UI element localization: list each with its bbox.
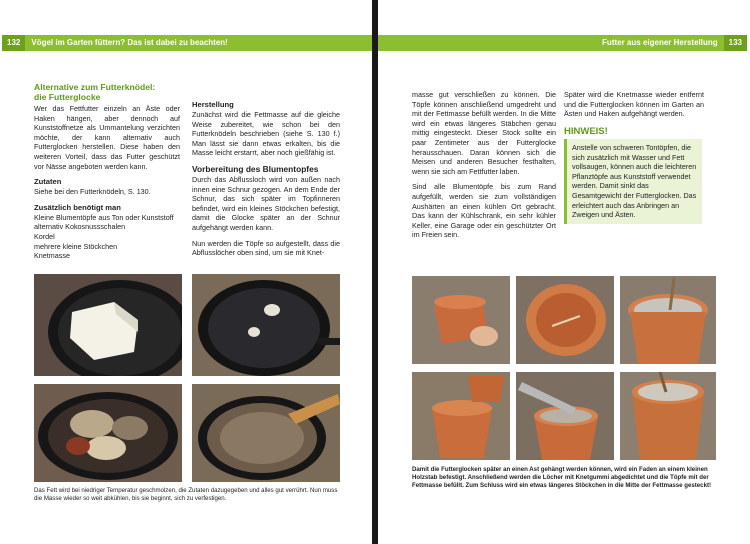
hint-box — [564, 126, 702, 224]
photo-pot-filled-stick — [620, 276, 716, 364]
cooling-paragraph: Sind alle Blumentöpfe bis zum Rand aufgefüllt, werden sie zum vollständigen Aushärten an einen kühlen Ort gebracht. Das kann der Kühlschrank, ein sehr kühler Keller, eine Garage oder ein geschützter Ort im Freien sein. — [412, 182, 556, 240]
photo-pot-inside — [516, 276, 614, 364]
right-page-number: 133 — [724, 35, 747, 51]
left-column-1 — [34, 82, 180, 261]
left-page — [0, 0, 372, 544]
right-column-1 — [412, 90, 556, 246]
photo-stirring — [192, 384, 340, 482]
left-page-number: 132 — [2, 35, 25, 51]
fill-pots-paragraph: masse gut verschließen zu können. Die Töpfe können anschließend umgedreht und mit der Fettmasse befüllt werden. In die Mitte wird ein etwas längeres Stäbchen genau mittig eingesteckt. Dieser Stock sollte ein paar Zentimeter aus der Futterglocke herausschauen. Daran können sich die Meisen und anderen Besucher festhalten, wenn sie sich am Fettfutter laben. — [412, 90, 556, 176]
photo-fat-in-pan — [34, 274, 182, 376]
left-running-header — [2, 35, 372, 51]
herstellung-text: Zunächst wird die Fettmasse auf die gleiche Weise zubereitet, wie schon bei den Futterknödeln beschrieben (siehe S. 130 f.) Man lässt sie dann etwas erkalten, bis die Masse leicht erstarrt, aber noch gießfähig ist. — [192, 110, 340, 158]
hint-text: Anstelle von schweren Tontöpfen, die sich zusätzlich mit Wasser und Fett vollsaugen, können auch die leichteren Pflanztöpfe aus Kunststoff verwendet werden. Damit sinkt das Gesamtgewicht der Futterglocken. Das erleichtert auch das Anbringen an Zweigen und Ästen. — [564, 139, 702, 224]
left-photo-caption: Das Fett wird bei niedriger Temperatur geschmolzen, die Zutaten dazugegeben und alles gut verrührt. Nun muss die Masse wieder so weit abkühlen, bis sie beginnt, sich zu verfestigen. — [34, 487, 338, 502]
zusatz-heading: Zusätzlich benötigt man — [34, 202, 121, 212]
list-item: mehrere kleine Stöckchen — [34, 241, 118, 251]
photo-melted-fat — [192, 274, 340, 376]
section-heading-line2: die Futterglocke — [34, 92, 101, 102]
zusatz-list — [34, 213, 180, 261]
photo-ingredients — [34, 384, 182, 482]
right-running-head-text: Futter aus eigener Herstellung — [602, 38, 718, 47]
intro-paragraph: Wer das Fettfutter einzeln an Äste oder Haken hängen, aber dennoch auf Kunststoffnetze als Ummantelung verzichten möchte, der kann alternativ auch Futterglocken herstellen. Diese haben den weiteren Vorteil, dass das Futter geschützt vor Nässe angeboten werden kann. — [34, 104, 180, 171]
right-column-2 — [564, 90, 704, 125]
photo-filling-pot — [516, 372, 614, 460]
vorbereitung-heading: Vorbereitung des Blumentopfes — [192, 163, 319, 174]
list-item: alternativ Kokosnussschalen — [34, 222, 126, 232]
list-item: Knetmasse — [34, 251, 70, 261]
list-item: Kordel — [34, 231, 55, 241]
section-heading-line1: Alternative zum Futterknödel: — [34, 82, 156, 92]
photo-pot-string — [412, 276, 510, 364]
vorbereitung-text: Durch das Abflussloch wird von außen nach innen eine Schnur gezogen. An dem Ende der Schnur, das sich später im Topfinneren befindet, wird ein kleines Stöckchen befestigt, damit die Glocke später an der Schnur aufgehängt werden kann. — [192, 174, 340, 232]
right-photo-caption: Damit die Futterglocken später an einen Ast gehängt werden können, wird ein Faden an einem kleinen Holzstab befestigt. Anschließend werden die Löcher mit Knetgummi abgedichtet und die Töpfe mit der Fettmasse befüllt. Zum Schluss wird ein etwas längeres Stöckchen in die Mitte der Fettmasse gesteckt! — [412, 466, 712, 489]
left-column-2 — [192, 100, 340, 264]
photo-finished-bell — [620, 372, 716, 460]
section-heading — [34, 82, 180, 102]
photo-pots-sealed — [412, 372, 510, 460]
list-item: Kleine Blumentöpfe aus Ton oder Kunststoff — [34, 212, 174, 222]
zutaten-heading: Zutaten — [34, 177, 62, 187]
hang-paragraph: Später wird die Knetmasse wieder entfernt und die Futterglocken können im Garten an Ästen und Haken aufgehängt werden. — [564, 90, 704, 119]
zutaten-text: Siehe bei den Futterknödeln, S. 130. — [34, 187, 151, 197]
hint-title: HINWEIS! — [564, 126, 608, 137]
toepfe-text: Nun werden die Töpfe so aufgestellt, dass die Abflusslöcher oben sind, um sie mit Knet- — [192, 238, 340, 258]
right-running-header — [378, 35, 747, 51]
right-page — [378, 0, 750, 544]
left-running-head-text: Vögel im Garten füttern? Das ist dabei zu beachten! — [31, 38, 228, 47]
herstellung-heading: Herstellung — [192, 100, 234, 109]
